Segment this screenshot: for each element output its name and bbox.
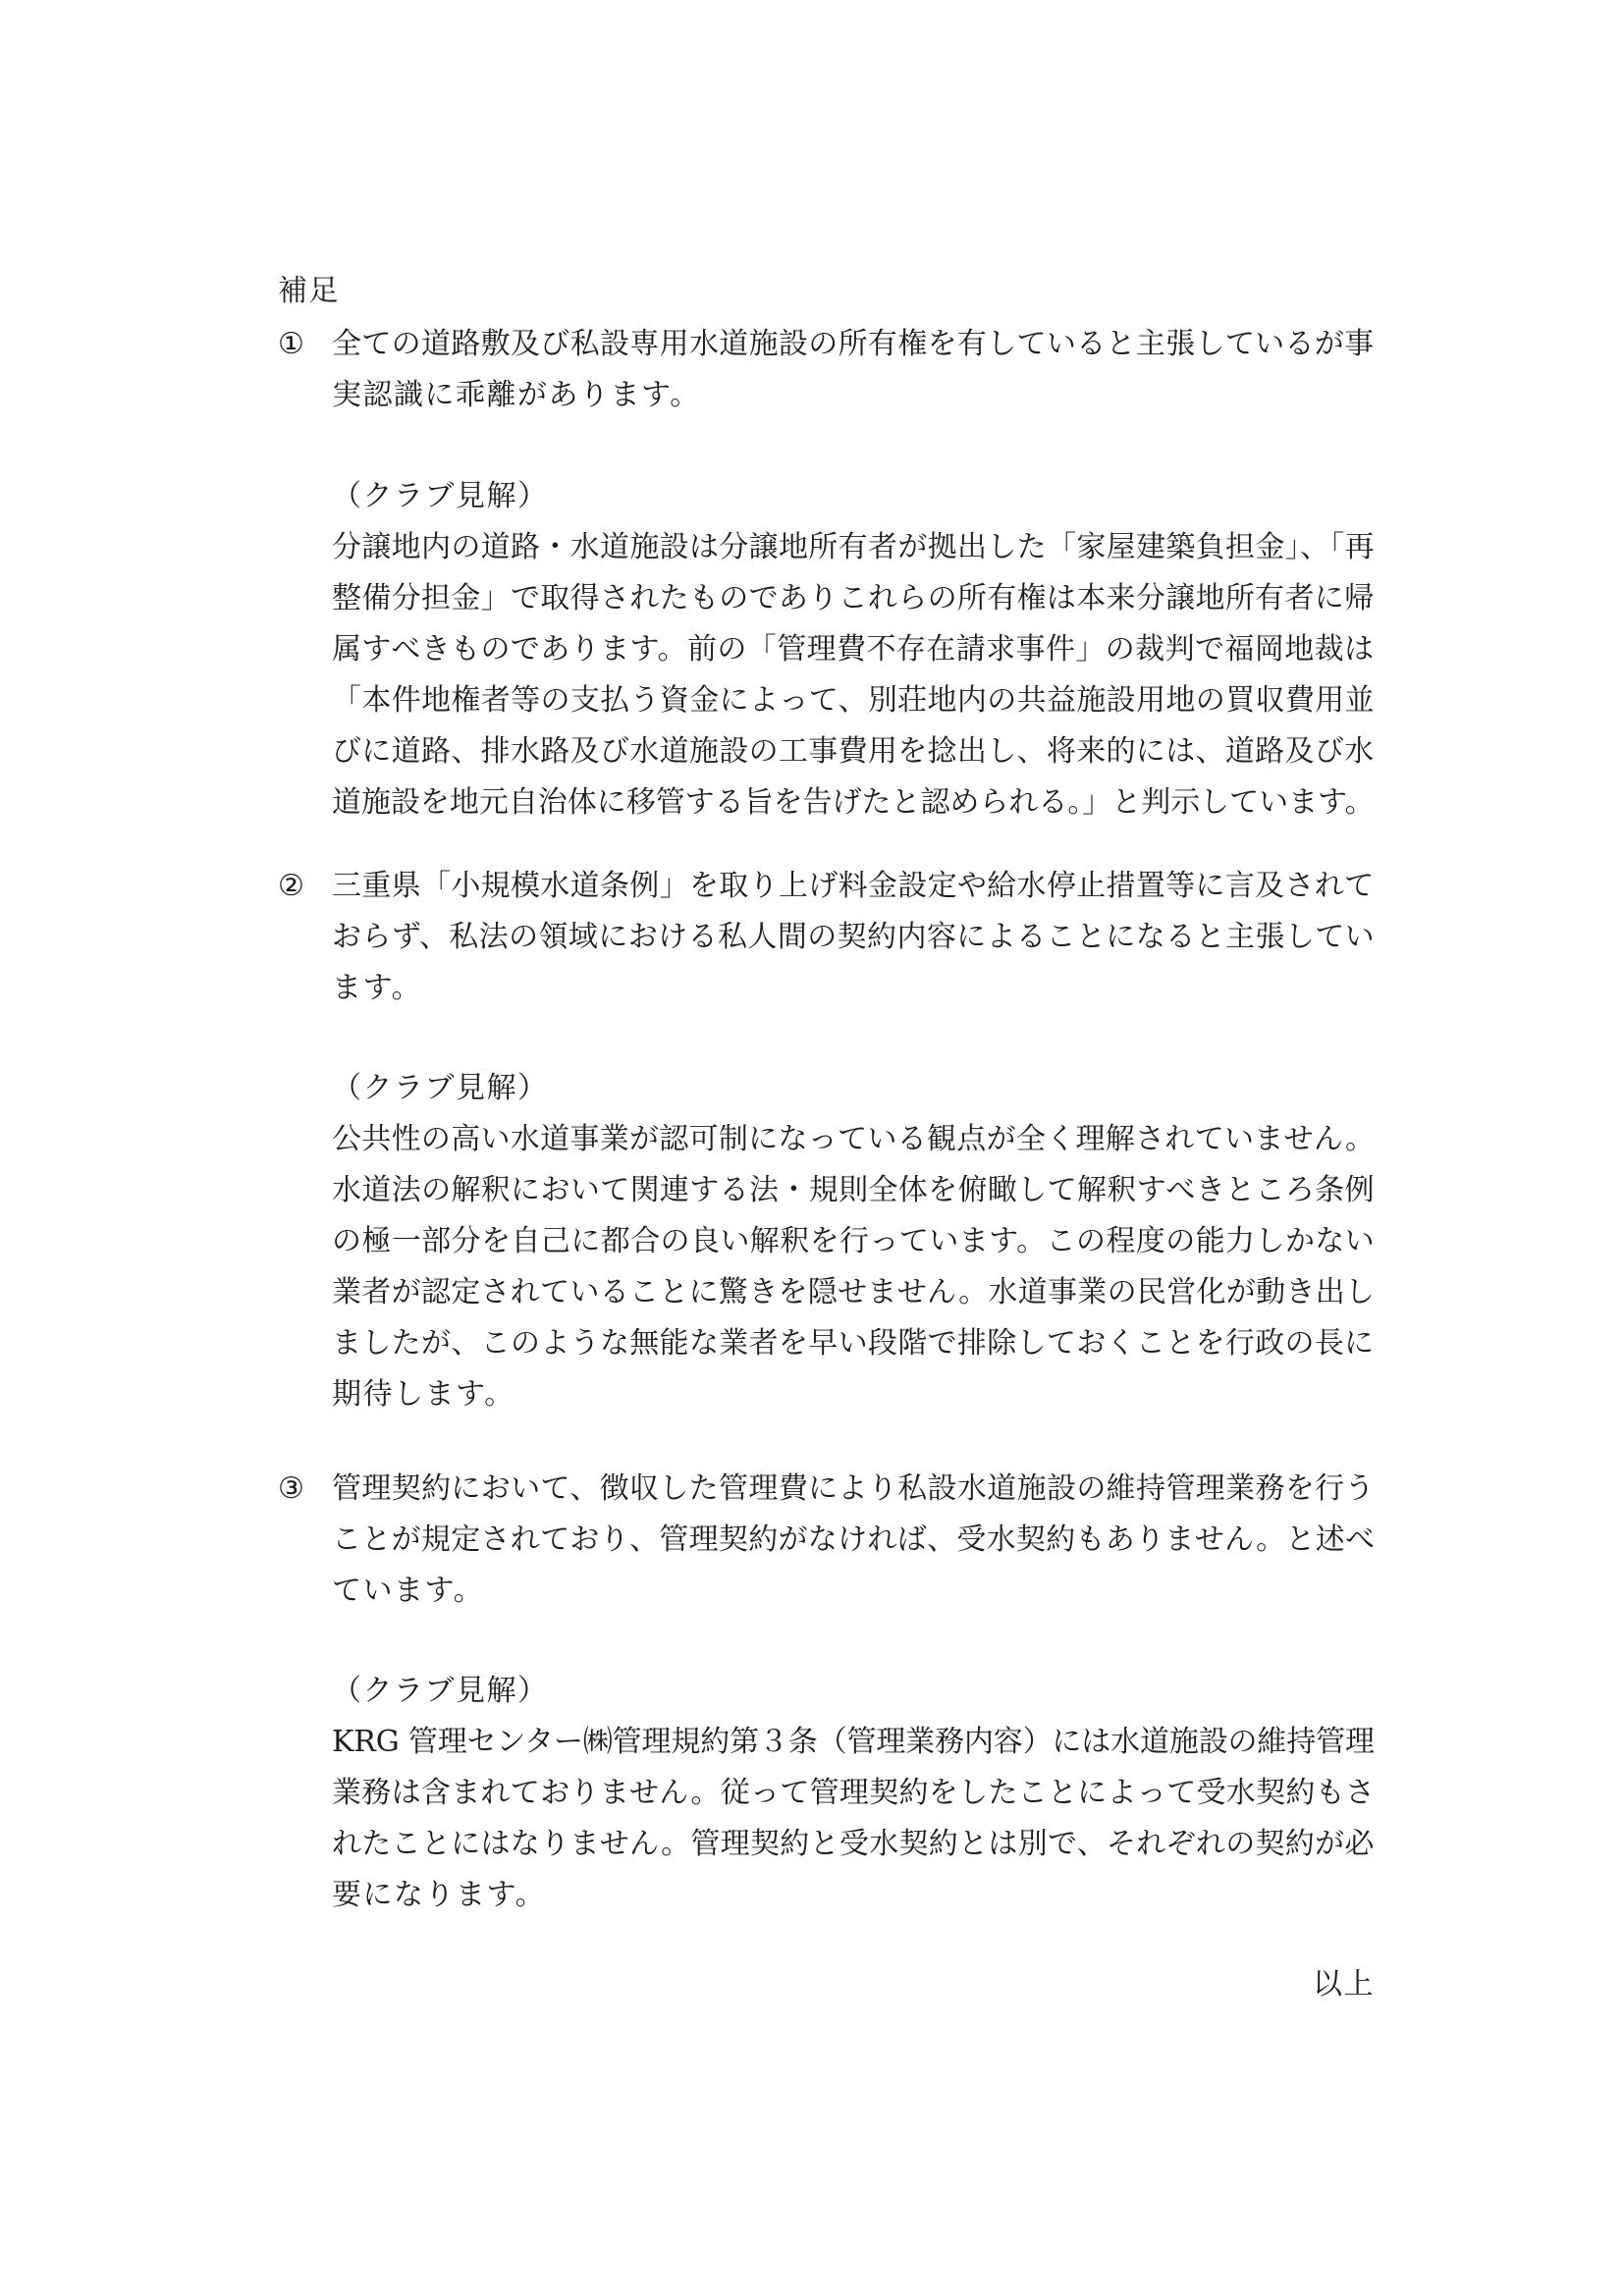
claim-line: おらず、私法の領域における私人間の契約内容によることになると主張してい	[332, 920, 1376, 954]
view-line: ましたが、このような無能な業者を早い段階で排除しておくことを行政の長に	[332, 1326, 1375, 1361]
view-line: 要になります。	[332, 1878, 547, 1912]
view-line: 水道法の解釈において関連する法・規則全体を俯瞰して解釈すべきところ条例	[332, 1173, 1375, 1207]
heading: 補足	[278, 274, 340, 308]
view-line: びに道路、排水路及び水道施設の工事費用を捻出し、将来的には、道路及び水	[332, 734, 1375, 769]
item-number: ②	[278, 869, 304, 903]
view-line: 公共性の高い水道事業が認可制になっている観点が全く理解されていません。	[332, 1122, 1376, 1156]
view-title: （クラブ見解）	[332, 1674, 549, 1708]
view-title: （クラブ見解）	[332, 479, 549, 513]
view-line: 業者が認定されていることに驚きを隠せません。水道事業の民営化が動き出し	[332, 1275, 1376, 1309]
view-line: 属すべきものであります。前の「管理費不存在請求事件」の裁判で福岡地裁は	[332, 632, 1375, 667]
claim-line: 実認識に乖離があります。	[332, 378, 701, 412]
view-line: KRG 管理センター㈱管理規約第３条（管理業務内容）には水道施設の維持管理	[332, 1725, 1375, 1759]
view-line: 道施設を地元自治体に移管する旨を告げたと認められる。」と判示しています。	[332, 785, 1375, 820]
view-line: れたことにはなりません。管理契約と受水契約とは別で、それぞれの契約が必	[332, 1827, 1375, 1861]
view-line: 期待します。	[332, 1377, 515, 1412]
item-number: ③	[278, 1471, 304, 1506]
claim-line: ています。	[332, 1574, 485, 1608]
view-title: （クラブ見解）	[332, 1071, 549, 1105]
claim-line: 管理契約において、徴収した管理費により私設水道施設の維持管理業務を行う	[332, 1471, 1375, 1506]
claim-line: ことが規定されており、管理契約がなければ、受水契約もありません。と述べ	[332, 1522, 1376, 1557]
view-line: 整備分担金」で取得されたものでありこれらの所有権は本来分譲地所有者に帰	[332, 581, 1375, 615]
item-number: ①	[278, 327, 304, 361]
claim-line: 全ての道路敷及び私設専用水道施設の所有権を有していると主張しているが事	[332, 327, 1375, 361]
view-line: 業務は含まれておりません。従って管理契約をしたことによって受水契約もさ	[332, 1776, 1376, 1810]
closing: 以上	[1313, 1967, 1375, 2002]
claim-line: ます。	[332, 971, 423, 1005]
view-line: の極一部分を自己に都合の良い解釈を行っています。この程度の能力しかない	[332, 1224, 1376, 1258]
view-line: 分譲地内の道路・水道施設は分譲地所有者が拠出した「家屋建築負担金」、「再	[332, 530, 1375, 564]
claim-line: 三重県「小規模水道条例」を取り上げ料金設定や給水停止措置等に言及されて	[332, 869, 1375, 903]
view-line: 「本件地権者等の支払う資金によって、別荘地内の共益施設用地の買収費用並	[332, 683, 1375, 718]
